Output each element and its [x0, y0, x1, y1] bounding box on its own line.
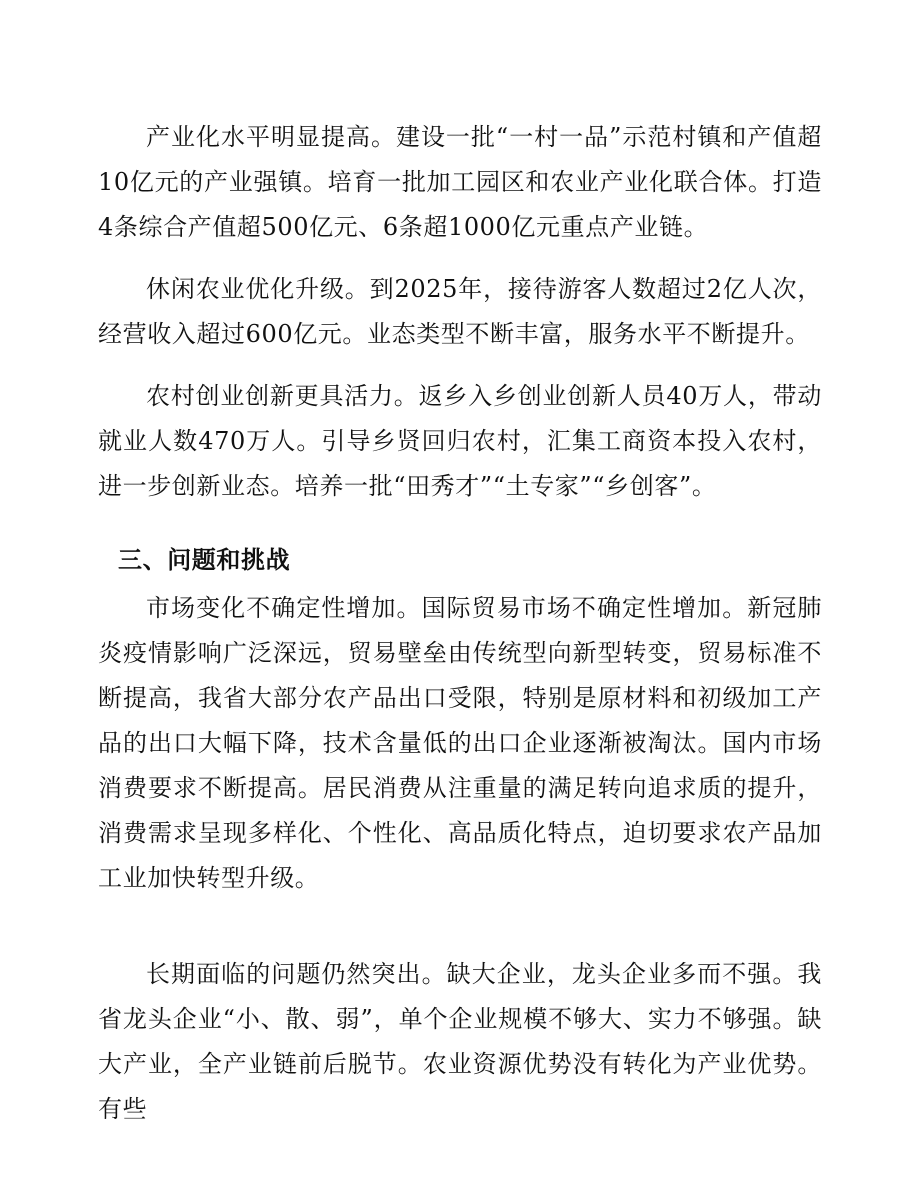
paragraph-long-term-problems: 长期面临的问题仍然突出。缺大企业，龙头企业多而不强。我省龙头企业“小、散、弱”，单个企业规模不够大、实力不够强。缺大产业，全产业链前后脱节。农业资源优势没有转化为产业优势。有些	[98, 960, 822, 1123]
paragraph-market-uncertainty: 市场变化不确定性增加。国际贸易市场不确定性增加。新冠肺炎疫情影响广泛深远，贸易壁垒由传统型向新型转变，贸易标准不断提高，我省大部分农产品出口受限，特别是原材料和初级加工产品的出口大幅下降，技术含量低的出口企业逐渐被淘汰。国内市场消费要求不断提高。居民消费从注重量的满足转向追求质的提升，消费需求呈现多样化、个性化、高品质化特点，迫切要求农产品加工业加快转型升级。	[98, 594, 822, 892]
paragraph-industrialization: 产业化水平明显提高。建设一批“一村一品”示范村镇和产值超10亿元的产业强镇。培育一批加工园区和农业产业化联合体。打造4条综合产值超500亿元、6条超1000亿元重点产业链。	[98, 123, 822, 241]
paragraph-leisure-agriculture: 休闲农业优化升级。到2025年，接待游客人数超过2亿人次，经营收入超过600亿元。业态类型不断丰富，服务水平不断提升。	[98, 275, 822, 348]
paragraph-rural-entrepreneurship: 农村创业创新更具活力。返乡入乡创业创新人员40万人，带动就业人数470万人。引导乡贤回归农村，汇集工商资本投入农村，进一步创新业态。培养一批“田秀才”“土专家”“乡创客”。	[98, 382, 822, 500]
section-heading-problems-challenges: 三、问题和挑战	[118, 546, 291, 574]
